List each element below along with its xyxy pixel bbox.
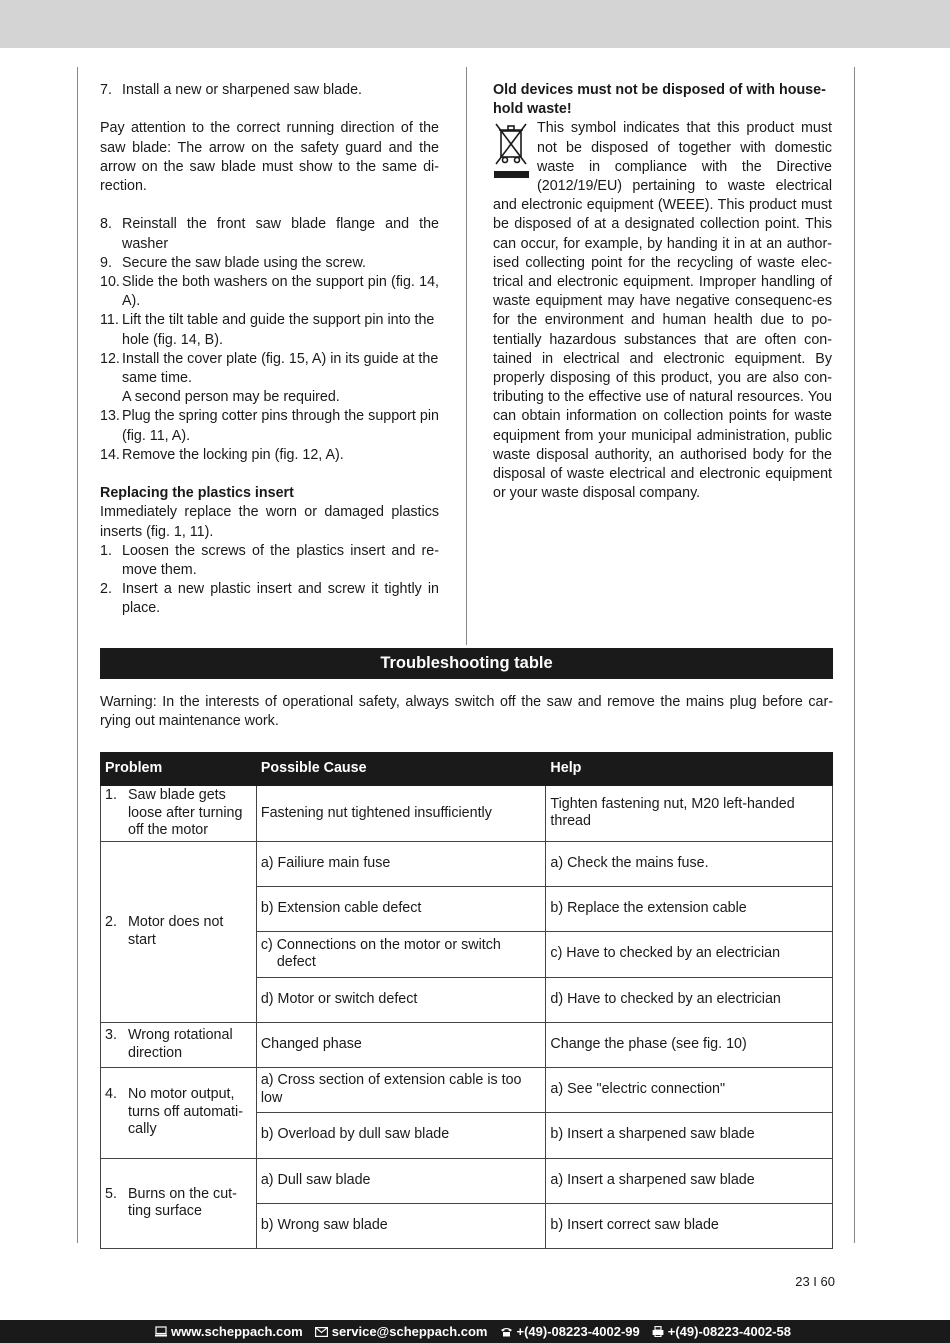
step-number: 8. bbox=[100, 216, 112, 233]
step-number: 13. bbox=[100, 408, 120, 425]
problem-cell bbox=[101, 1067, 257, 1158]
step-number: 1. bbox=[100, 542, 112, 559]
fax-text: +(49)-08223-4002-58 bbox=[667, 1324, 791, 1339]
cause-cell: a) Dull saw blade bbox=[256, 1158, 546, 1203]
troubleshooting-table bbox=[100, 752, 833, 1249]
crossed-out-wheelie-bin-icon bbox=[493, 121, 531, 181]
problem-number: 3. bbox=[105, 1027, 117, 1043]
problem-text: Wrong rotational direction bbox=[128, 1027, 233, 1061]
right-margin-line bbox=[854, 67, 855, 1243]
problem-number: 4. bbox=[105, 1086, 117, 1103]
help-cell: b) Insert a sharpened saw blade bbox=[546, 1112, 833, 1158]
cause-cell: Changed phase bbox=[256, 1022, 546, 1067]
header-problem: Problem bbox=[101, 753, 257, 786]
table-row bbox=[101, 841, 833, 886]
problem-text: Burns on the cut-ting surface bbox=[128, 1185, 237, 1219]
step-text: Slide the both washers on the support pin (fig. 14, A). bbox=[122, 274, 439, 310]
cause-cell bbox=[256, 931, 546, 977]
header-cause: Possible Cause bbox=[256, 753, 546, 786]
help-cell: a) Check the mains fuse. bbox=[546, 841, 833, 886]
table-row bbox=[101, 1067, 833, 1112]
cause-text: c) Connections on the motor or switch defect bbox=[260, 936, 501, 970]
maintenance-warning: Warning: In the interests of operational safety, always switch off the saw and remove the mains plug before car-rying out maintenance work. bbox=[100, 694, 833, 730]
step-number: 10. bbox=[100, 274, 120, 290]
footer-fax[interactable] bbox=[652, 1320, 791, 1343]
cause-cell: b) Extension cable defect bbox=[256, 886, 546, 931]
top-band bbox=[0, 0, 950, 48]
step-text: Install the cover plate (fig. 15, A) in its guide at the same time. bbox=[122, 350, 439, 387]
help-cell: d) Have to checked by an electrician bbox=[546, 977, 833, 1022]
step-number: 2. bbox=[100, 581, 112, 598]
step-text: Lift the tilt table and guide the support pin into the hole (fig. 14, B). bbox=[122, 312, 435, 348]
step-text: Reinstall the front saw blade flange and the washer bbox=[122, 216, 439, 252]
help-cell: b) Replace the extension cable bbox=[546, 886, 833, 931]
problem-number: 5. bbox=[105, 1185, 117, 1202]
problem-text: Saw blade gets loose after turning off the motor bbox=[128, 787, 243, 838]
help-cell: c) Have to checked by an electrician bbox=[546, 931, 833, 977]
footer-bar bbox=[0, 1320, 950, 1343]
step-text: Loosen the screws of the plastics insert and re-move them. bbox=[122, 542, 439, 579]
footer-phone[interactable] bbox=[500, 1320, 640, 1343]
help-cell: b) Insert correct saw blade bbox=[546, 1203, 833, 1248]
step-extra-note: A second person may be required. bbox=[122, 389, 340, 406]
step-12 bbox=[100, 350, 439, 408]
troubleshooting-title: Troubleshooting table bbox=[100, 648, 833, 679]
computer-icon bbox=[155, 1326, 167, 1337]
direction-note: Pay attention to the correct running direction of the saw blade: The arrow on the safety guard and the arrow on the saw blade must show to the same di-rection. bbox=[100, 120, 439, 194]
website-text: www.scheppach.com bbox=[171, 1324, 303, 1339]
insert-heading: Replacing the plastics insert bbox=[100, 485, 294, 502]
insert-step-1 bbox=[100, 542, 439, 580]
problem-number: 2. bbox=[105, 914, 117, 930]
weee-paragraph bbox=[493, 119, 832, 503]
header-help: Help bbox=[546, 753, 833, 786]
page-number: 23 I 60 bbox=[795, 1274, 835, 1289]
footer-email[interactable] bbox=[315, 1320, 488, 1343]
column-divider bbox=[466, 67, 467, 645]
step-8 bbox=[100, 215, 439, 253]
problem-text: Motor does not start bbox=[128, 914, 224, 948]
problem-cell bbox=[101, 786, 257, 842]
step-text: Install a new or sharpened saw blade. bbox=[122, 82, 363, 98]
problem-cell bbox=[101, 841, 257, 1022]
weee-heading: Old devices must not be disposed of with house-hold waste! bbox=[493, 82, 826, 118]
cause-cell: d) Motor or switch defect bbox=[256, 977, 546, 1022]
step-number: 11. bbox=[100, 312, 119, 329]
help-cell: Change the phase (see fig. 10) bbox=[546, 1022, 833, 1067]
insert-step-2 bbox=[100, 580, 439, 618]
fax-icon bbox=[652, 1326, 664, 1337]
phone-text: +(49)-08223-4002-99 bbox=[516, 1324, 640, 1339]
phone-icon bbox=[500, 1327, 513, 1337]
step-13 bbox=[100, 407, 439, 445]
step-7 bbox=[100, 81, 439, 100]
cause-cell: a) Cross section of extension cable is too low bbox=[256, 1067, 546, 1112]
step-text: Secure the saw blade using the screw. bbox=[122, 254, 366, 271]
weee-text: This symbol indicates that this product must not be disposed of together with domestic waste in compliance with the Directive (2012/19/EU) pertaining to waste electrical and electronic equipment (WEEE). This product must be disposed of at a designated collection point. This can occur, for example, by handing it in at an author-ised collecting point for the recycling of waste elec-trical and electronic equipment. Improper handling of waste equipment may have negative consequenc-es for the environment and human health due to po-tentially hazardous substances that are often con-tained in electrical and electronic equipment. By properly disposing of this product, you are also con-tributing to the effective use of natural resources. You can obtain information on collection points for waste equipment from your municipal administration, public waste disposal authority, an authorised body for the disposal of waste electrical and electronic equipment or your waste disposal company. bbox=[493, 120, 832, 502]
help-cell: a) See "electric connection" bbox=[546, 1067, 833, 1112]
insert-intro: Immediately replace the worn or damaged plastics inserts (fig. 1, 11). bbox=[100, 504, 439, 540]
table-header-row bbox=[101, 753, 833, 786]
step-number: 14. bbox=[100, 446, 120, 463]
help-cell: a) Insert a sharpened saw blade bbox=[546, 1158, 833, 1203]
step-text: Insert a new plastic insert and screw it tightly in place. bbox=[122, 581, 439, 617]
step-number: 7. bbox=[100, 82, 112, 98]
problem-text: No motor output, turns off automati-cally bbox=[128, 1086, 243, 1138]
step-9 bbox=[100, 254, 439, 273]
envelope-icon bbox=[315, 1327, 328, 1337]
table-row bbox=[101, 1022, 833, 1067]
table-row bbox=[101, 786, 833, 842]
step-text: Remove the locking pin (fig. 12, A). bbox=[122, 446, 344, 463]
left-margin-line bbox=[77, 67, 78, 1243]
cause-cell: a) Failiure main fuse bbox=[256, 841, 546, 886]
problem-number: 1. bbox=[105, 787, 117, 803]
cause-cell: Fastening nut tightened insufficiently bbox=[256, 786, 546, 842]
problem-cell bbox=[101, 1022, 257, 1067]
problem-cell bbox=[101, 1158, 257, 1248]
left-column bbox=[100, 81, 439, 619]
step-number: 9. bbox=[100, 254, 112, 271]
step-10 bbox=[100, 273, 439, 311]
help-cell: Tighten fastening nut, M20 left-handed thread bbox=[546, 786, 833, 842]
step-text: Plug the spring cotter pins through the support pin (fig. 11, A). bbox=[122, 408, 439, 444]
footer-website[interactable] bbox=[155, 1320, 303, 1343]
step-11 bbox=[100, 311, 439, 349]
step-14 bbox=[100, 446, 439, 465]
cause-cell: b) Overload by dull saw blade bbox=[256, 1112, 546, 1158]
cause-cell: b) Wrong saw blade bbox=[256, 1203, 546, 1248]
email-text: service@scheppach.com bbox=[331, 1324, 488, 1339]
table-row bbox=[101, 1158, 833, 1203]
right-column bbox=[493, 81, 832, 503]
step-number: 12. bbox=[100, 350, 120, 367]
